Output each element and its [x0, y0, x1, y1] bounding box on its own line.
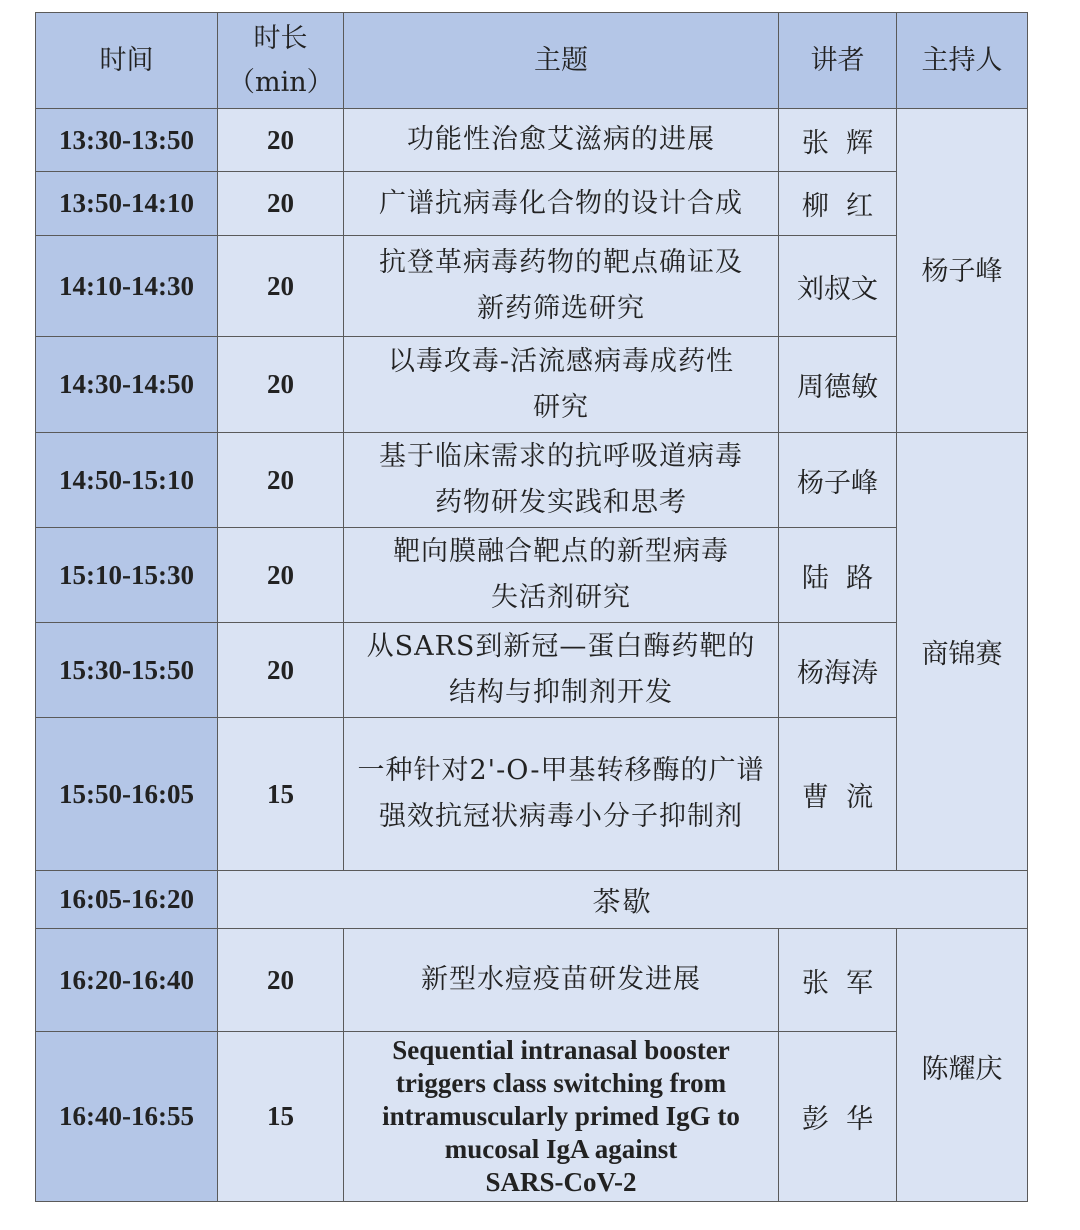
break-row [36, 871, 1028, 929]
speaker-cell: 彭 华 [779, 1032, 897, 1202]
table-row [36, 623, 1028, 718]
header-duration [218, 13, 344, 109]
table-row [36, 1032, 1028, 1202]
table-row [36, 718, 1028, 871]
topic-line: 研究 [533, 391, 589, 423]
topic-cell: 功能性治愈艾滋病的进展 [344, 109, 779, 172]
topic-line: 一种针对2'-O-甲基转移酶的广谱 [357, 755, 765, 786]
topic-line: 靶向膜融合靶点的新型病毒 [393, 536, 729, 567]
duration-cell: 20 [218, 337, 344, 433]
speaker-cell: 陆 路 [779, 528, 897, 623]
duration-cell: 20 [218, 623, 344, 718]
topic-cell: 广谱抗病毒化合物的设计合成 [344, 172, 779, 236]
header-duration-unit: （min） [228, 66, 334, 98]
topic-line: intramuscularly primed IgG to [382, 1101, 740, 1131]
host-cell: 陈耀庆 [897, 929, 1028, 1202]
duration-cell: 20 [218, 109, 344, 172]
topic-line: 新药筛选研究 [477, 293, 645, 324]
topic-line: 基于临床需求的抗呼吸道病毒 [379, 441, 743, 472]
time-cell: 16:05-16:20 [36, 871, 218, 929]
speaker-cell: 曹 流 [779, 718, 897, 871]
duration-cell: 20 [218, 236, 344, 337]
header-topic: 主题 [344, 13, 779, 109]
time-cell: 14:30-14:50 [36, 337, 218, 433]
table-row [36, 109, 1028, 172]
topic-line: 结构与抑制剂开发 [449, 677, 673, 708]
topic-cell [344, 1032, 779, 1202]
time-cell: 14:10-14:30 [36, 236, 218, 337]
table-row [36, 433, 1028, 528]
header-row [36, 13, 1028, 109]
header-speaker: 讲者 [779, 13, 897, 109]
topic-line: SARS-CoV-2 [485, 1167, 637, 1197]
duration-cell: 15 [218, 1032, 344, 1202]
break-cell: 茶歇 [218, 871, 1028, 929]
time-cell: 15:10-15:30 [36, 528, 218, 623]
time-cell: 15:50-16:05 [36, 718, 218, 871]
topic-cell [344, 433, 779, 528]
topic-line: 失活剂研究 [491, 582, 631, 613]
speaker-cell: 柳 红 [779, 172, 897, 236]
topic-cell: 新型水痘疫苗研发进展 [344, 929, 779, 1032]
duration-cell: 20 [218, 528, 344, 623]
time-cell: 13:30-13:50 [36, 109, 218, 172]
duration-cell: 15 [218, 718, 344, 871]
speaker-cell: 杨海涛 [779, 623, 897, 718]
topic-cell [344, 236, 779, 337]
duration-cell: 20 [218, 929, 344, 1032]
host-cell: 商锦赛 [897, 433, 1028, 871]
header-time: 时间 [36, 13, 218, 109]
topic-cell [344, 718, 779, 871]
duration-cell: 20 [218, 433, 344, 528]
topic-line: 药物研发实践和思考 [435, 487, 687, 518]
topic-line: 抗登革病毒药物的靶点确证及 [379, 247, 743, 278]
time-cell: 13:50-14:10 [36, 172, 218, 236]
header-host: 主持人 [897, 13, 1028, 109]
time-cell: 16:20-16:40 [36, 929, 218, 1032]
time-cell: 14:50-15:10 [36, 433, 218, 528]
topic-cell [344, 337, 779, 433]
topic-line: mucosal IgA against [444, 1134, 678, 1164]
speaker-cell: 张 辉 [779, 109, 897, 172]
time-cell: 16:40-16:55 [36, 1032, 218, 1202]
speaker-cell: 周德敏 [779, 337, 897, 433]
topic-line: triggers class switching from [395, 1068, 727, 1098]
speaker-cell: 刘叔文 [779, 236, 897, 337]
speaker-cell: 杨子峰 [779, 433, 897, 528]
topic-line: Sequential intranasal booster [392, 1035, 730, 1065]
table-row [36, 337, 1028, 433]
topic-cell [344, 623, 779, 718]
table-row [36, 929, 1028, 1032]
schedule-table [35, 12, 1028, 1202]
topic-line: 强效抗冠状病毒小分子抑制剂 [379, 801, 743, 832]
speaker-cell: 张 军 [779, 929, 897, 1032]
topic-line: 从SARS到新冠—蛋白酶药靶的 [366, 631, 756, 662]
table-row [36, 236, 1028, 337]
table-row [36, 172, 1028, 236]
topic-cell [344, 528, 779, 623]
duration-cell: 20 [218, 172, 344, 236]
header-duration-label: 时长 [253, 22, 308, 54]
table-row [36, 528, 1028, 623]
host-cell: 杨子峰 [897, 109, 1028, 433]
topic-line: 以毒攻毒-活流感病毒成药性 [387, 345, 735, 377]
time-cell: 15:30-15:50 [36, 623, 218, 718]
